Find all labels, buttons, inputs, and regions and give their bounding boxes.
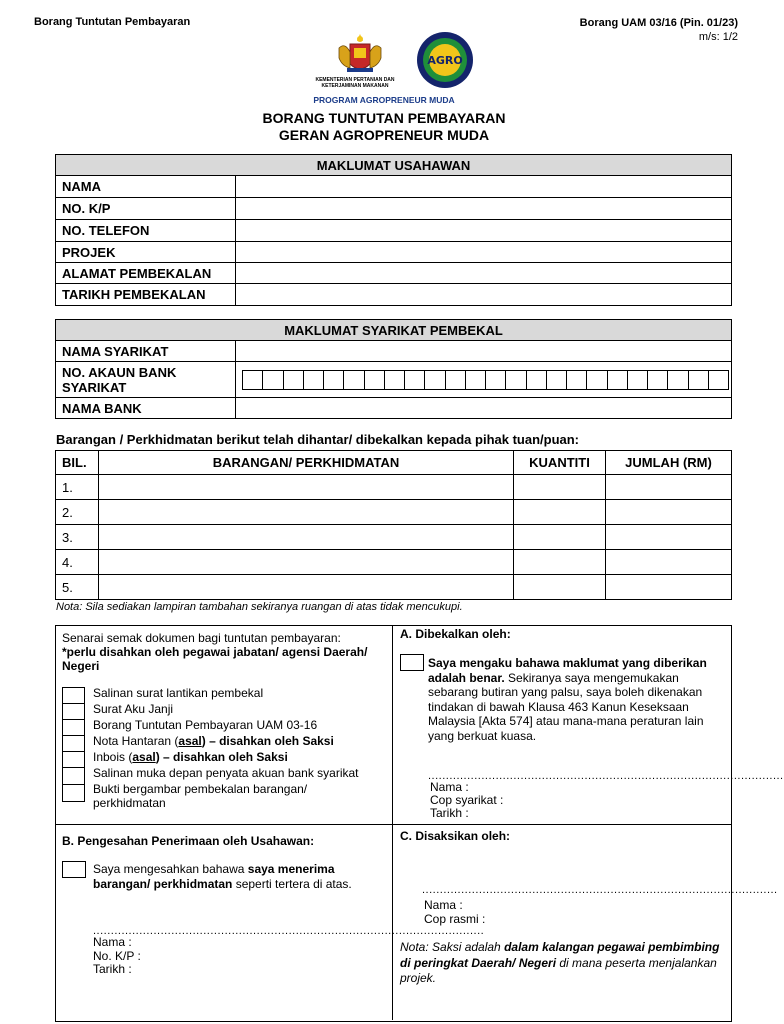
nama-syarikat-field[interactable] [236,341,732,362]
label-projek: PROJEK [56,242,236,263]
checklist-item: Inbois (asal) – disahkan oleh Saksi [93,750,288,764]
checkbox-declaration-b[interactable] [62,861,86,878]
label-nama-syarikat: NAMA SYARIKAT [56,341,236,362]
label-alamat-pembekalan: ALAMAT PEMBEKALAN [56,263,236,284]
ministry-name: KEMENTERIAN PERTANIAN DAN KETERJAMINAN MAKANAN [315,77,395,89]
row-number: 2. [56,500,99,525]
checkbox-declaration-a[interactable] [400,654,424,671]
quantity-cell[interactable] [514,575,606,600]
signature-line-c[interactable]: .................................................................................................... [422,884,778,896]
program-name: PROGRAM AGROPRENEUR MUDA [313,95,455,105]
amount-cell[interactable] [606,475,732,500]
item-cell[interactable] [99,575,514,600]
row-number: 3. [56,525,99,550]
quantity-cell[interactable] [514,550,606,575]
checklist-intro [62,631,382,673]
checklist-item: Bukti bergambar pembekalan barangan/ [93,782,308,796]
agro-logo-text: AGRO [427,54,463,67]
table-row [56,500,732,525]
item-cell[interactable] [99,475,514,500]
label-no-akaun-bank: NO. AKAUN BANK SYARIKAT [56,362,236,398]
section-c-nota-post: di mana peserta menjalankan projek. [400,955,717,985]
section-a-title: A. Dibekalkan oleh: [400,627,511,641]
section-a-declaration-bold: Saya mengaku bahawa maklumat yang diberikan adalah benar. [428,656,707,685]
amount-cell[interactable] [606,525,732,550]
section-b-decl-bold: saya menerima barangan/ perkhidmatan [93,862,335,891]
agro-logo [417,32,473,88]
section-b-tarikh: Tarikh : [93,962,132,976]
header-barangan: BARANGAN/ PERKHIDMATAN [99,451,514,475]
nama-bank-field[interactable] [236,398,732,419]
checklist-intro-text: Senarai semak dokumen bagi tuntutan pembayaran: [62,631,341,645]
header-kuantiti: KUANTITI [514,451,606,475]
header-jumlah: JUMLAH (RM) [606,451,732,475]
checklist-intro-note: *perlu disahkan oleh pegawai jabatan/ agensi Daerah/ Negeri [62,645,368,673]
checklist-items [93,686,359,810]
checkbox-penyata-bank[interactable] [62,767,85,785]
table-row [56,550,732,575]
title-line-2: GERAN AGROPRENEUR MUDA [278,127,490,143]
no-akaun-bank-field[interactable] [236,362,732,398]
section-a-sig-block [430,781,503,820]
page-title [0,110,768,144]
row-number: 4. [56,550,99,575]
syarikat-table [55,319,732,419]
coat-of-arms-logo [339,34,381,72]
section-b-nama: Nama : [93,935,132,949]
amount-cell[interactable] [606,550,732,575]
header-bil: BIL. [56,451,99,475]
section-a-nama: Nama : [430,780,469,794]
section-c-cop: Cop rasmi : [424,912,486,926]
checklist-item-continued: perkhidmatan [93,796,166,810]
items-intro: Barangan / Perkhidmatan berikut telah dihantar/ dibekalkan kepada pihak tuan/puan: [56,432,580,447]
amount-cell[interactable] [606,500,732,525]
section-c-sig-block [424,898,485,926]
amount-cell[interactable] [606,575,732,600]
table-row [56,525,732,550]
checkbox-bukti-bergambar[interactable] [62,784,85,802]
quantity-cell[interactable] [514,500,606,525]
form-name: Borang Tuntutan Pembayaran [34,16,191,28]
table-row [56,475,732,500]
label-nama: NAMA [56,176,236,198]
section-c-nota-bold: dalam kalangan pegawai pembimbing di peringkat Daerah/ Negeri [400,940,720,970]
items-table [55,450,732,600]
checklist-item: Salinan muka depan penyata akuan bank syarikat [93,766,359,780]
section-a-tarikh: Tarikh : [430,806,469,820]
title-line-1: BORANG TUNTUTAN PEMBAYARAN [262,110,506,126]
checklist-item: Salinan surat lantikan pembekal [93,686,264,700]
section-a-declaration-rest: Sekiranya saya mengemukakan sebarang butiran yang palsu, saya boleh dikenakan tindakan di bawah Klausa 463 Kanun Keseksaan Malaysia [Akta 574] atau mana-mana peraturan lain yang berkuat kuasa. [428,670,704,743]
alamat-pembekalan-field[interactable] [236,263,732,284]
section-b-kp: No. K/P : [93,948,141,963]
row-number: 5. [56,575,99,600]
account-digit-boxes[interactable] [242,370,729,390]
section-a-declaration [428,656,724,743]
row-number: 1. [56,475,99,500]
syarikat-heading: MAKLUMAT SYARIKAT PEMBEKAL [56,320,732,341]
page-number: m/s: 1/2 [698,31,738,43]
tarikh-pembekalan-field[interactable] [236,284,732,306]
no-telefon-field[interactable] [236,220,732,242]
frame-divider-vertical [392,625,393,1020]
section-c-title: C. Disaksikan oleh: [400,829,511,843]
checklist-item: Surat Aku Janji [93,702,174,716]
checklist-item: Nota Hantaran (asal) – disahkan oleh Saksi [93,734,334,748]
item-cell[interactable] [99,550,514,575]
section-c-nama: Nama : [424,898,463,912]
section-b-declaration [93,862,378,892]
signature-line-a[interactable]: .................................................................................................... [428,770,784,782]
quantity-cell[interactable] [514,525,606,550]
item-cell[interactable] [99,525,514,550]
form-code-block [580,16,738,44]
nota-lampiran: Nota: Sila sediakan lampiran tambahan sekiranya ruangan di atas tidak mencukupi. [56,601,463,613]
quantity-cell[interactable] [514,475,606,500]
projek-field[interactable] [236,242,732,263]
form-code: Borang UAM 03/16 (Pin. 01/23) [579,17,738,29]
signature-line-b[interactable]: .............................................................................................................. [93,925,485,937]
section-c-nota-pre: Nota: Saksi adalah [400,940,505,954]
section-a-cop: Cop syarikat : [430,793,504,807]
item-cell[interactable] [99,500,514,525]
nama-field[interactable] [236,176,732,198]
no-kp-field[interactable] [236,198,732,220]
label-no-kp: NO. K/P [56,198,236,220]
usahawan-table [55,154,732,306]
label-no-telefon: NO. TELEFON [56,220,236,242]
section-b-decl-pre: Saya mengesahkan bahawa [93,862,248,876]
label-nama-bank: NAMA BANK [56,398,236,419]
section-b-decl-post: seperti tertera di atas. [232,877,352,891]
section-c-nota [400,940,720,987]
checklist-item: Borang Tuntutan Pembayaran UAM 03-16 [93,718,318,732]
section-b-title: B. Pengesahan Penerimaan oleh Usahawan: [62,834,315,848]
label-tarikh-pembekalan: TARIKH PEMBEKALAN [56,284,236,306]
table-row [56,575,732,600]
section-b-sig-block [93,936,141,977]
usahawan-heading: MAKLUMAT USAHAWAN [56,155,732,176]
frame-divider-horizontal [55,824,731,825]
